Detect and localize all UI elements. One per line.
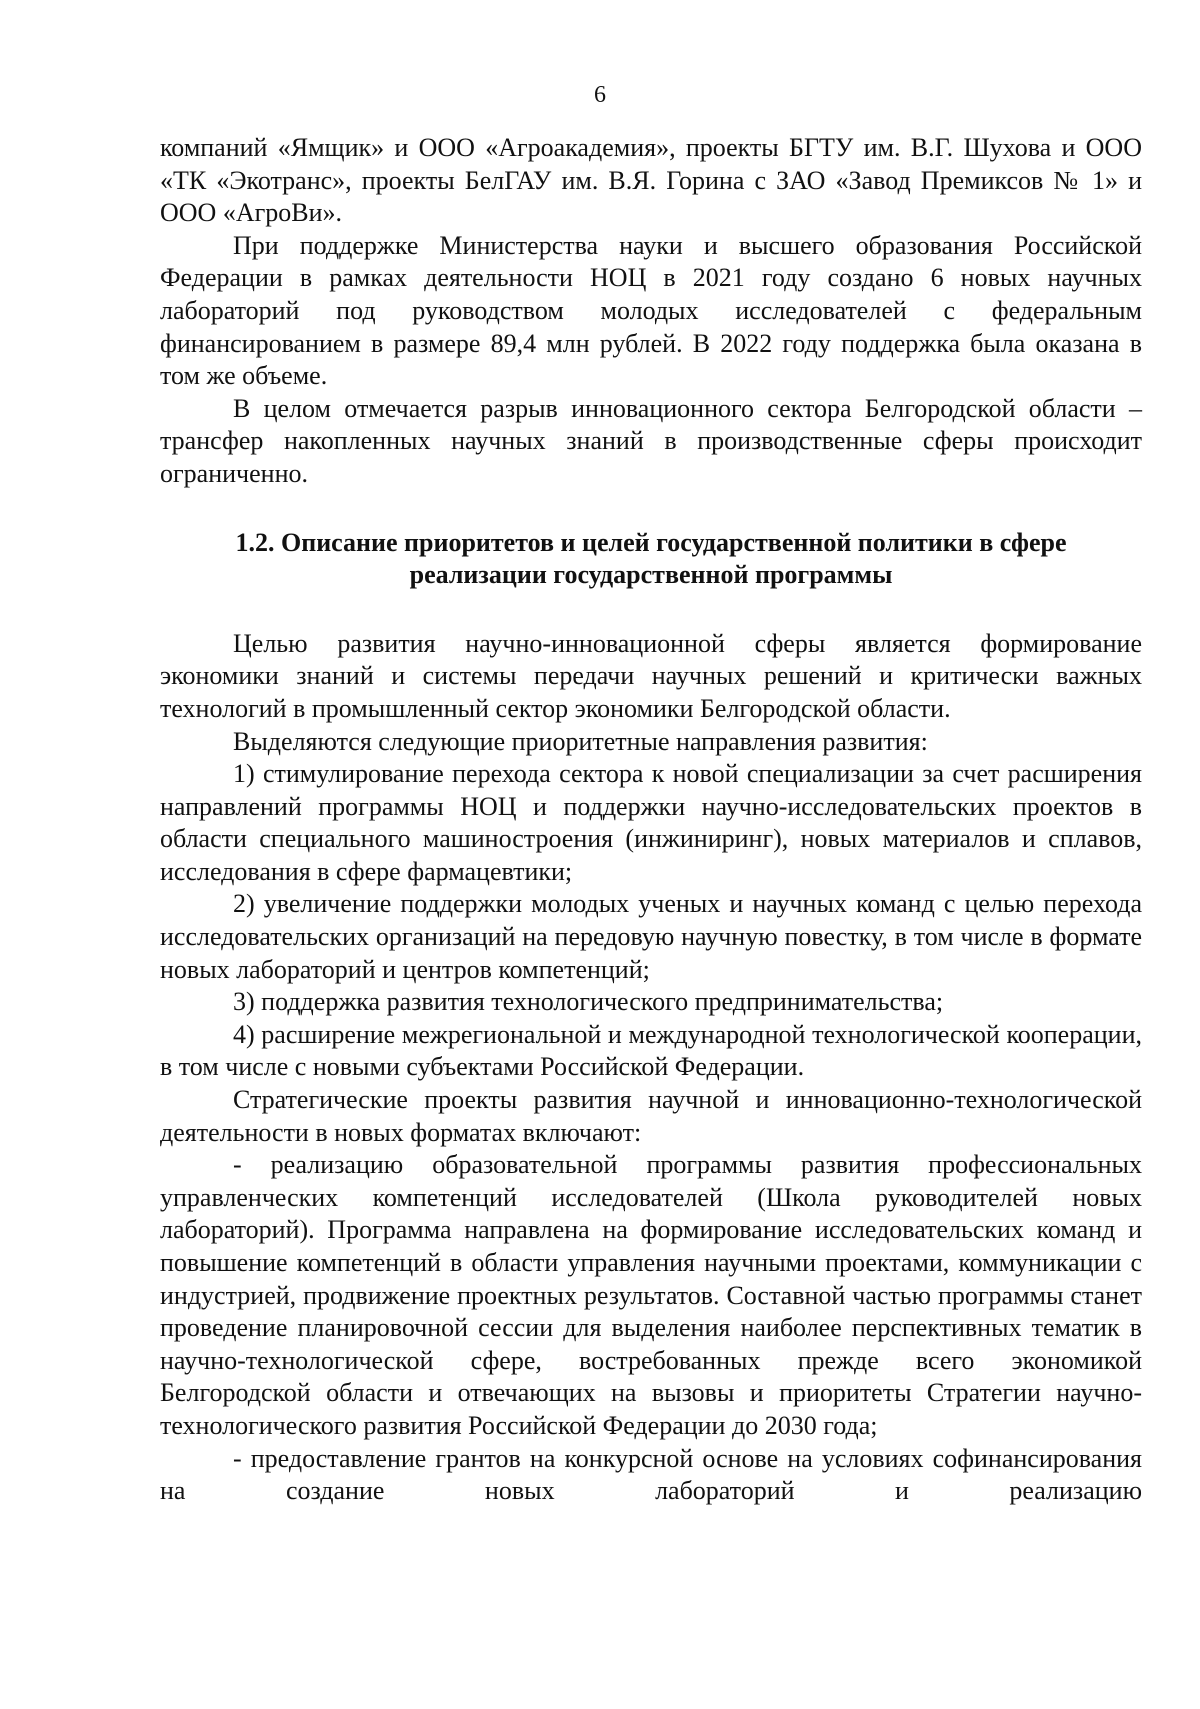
paragraph-ministry-support: При поддержке Министерства науки и высшего образования Российской Федерации в рамках деятельности НОЦ в 2021 году создано 6 новых научных лабораторий под руководством молодых исследователей с федеральным финансированием в размере 89,4 млн рублей. В 2022 году поддержка была оказана в том же объеме. [160, 230, 1142, 391]
list-item-education-program: - реализацию образовательной программы развития профессиональных управленческих компетенций исследователей (Школа руководителей новых лабораторий). Программа направлена на формирование исследовательских команд и повышение компетенций в области управления научными проектами, коммуникации с индустрией, продвижение проектных результатов. Составной частью программы станет проведение планировочной сессии для выделения наиболее перспективных тематик в научно-технологической сфере, востребованных прежде всего экономикой Белгородской области и отвечающих на вызовы и приоритеты Стратегии научно-технологического развития Российской Федерации до 2030 года; [160, 1150, 1142, 1440]
paragraph-priorities-intro: Выделяются следующие приоритетные направления развития: [233, 726, 928, 756]
paragraph-continuation: компаний «Ямщик» и ООО «Агроакадемия», проекты БГТУ им. В.Г. Шухова и ООО «ТК «Экотранс», проекты БелГАУ им. В.Я. Горина с ЗАО «Завод Премиксов № 1» и ООО «АгроВи». [160, 133, 1142, 228]
list-item-priority-2: 2) увеличение поддержки молодых ученых и научных команд с целью перехода исследовательских организаций на передовую научную повестку, в том числе в формате новых лабораторий и центров компетенций; [160, 889, 1142, 984]
paragraph-strategic-projects: Стратегические проекты развития научной и инновационно-технологической деятельности в новых форматах включают: [160, 1085, 1142, 1147]
page-number: 6 [594, 82, 606, 108]
section-heading-line-2: реализации государственной программы [409, 560, 893, 590]
section-heading-line-1: 1.2. Описание приоритетов и целей государственной политики в сфере [235, 527, 1067, 557]
section-heading [160, 527, 1142, 592]
list-item-priority-3: 3) поддержка развития технологического предпринимательства; [233, 987, 944, 1017]
document-body [160, 132, 1142, 1508]
paragraph-goal: Целью развития научно-инновационной сферы является формирование экономики знаний и системы передачи научных решений и критически важных технологий в промышленный сектор экономики Белгородской области. [160, 628, 1142, 723]
list-item-grants: - предоставление грантов на конкурсной основе на условиях софинансирования на создание новых лабораторий и реализацию [160, 1443, 1142, 1506]
list-item-priority-1: 1) стимулирование перехода сектора к новой специализации за счет расширения направлений программы НОЦ и поддержки научно-исследовательских проектов в области специального машиностроения (инжиниринг), новых материалов и сплавов, исследования в сфере фармацевтики; [160, 759, 1142, 886]
paragraph-innovation-gap: В целом отмечается разрыв инновационного сектора Белгородской области – трансфер накопленных научных знаний в производственные сферы происходит ограниченно. [160, 393, 1142, 488]
list-item-priority-4: 4) расширение межрегиональной и международной технологической кооперации, в том числе с новыми субъектами Российской Федерации. [160, 1019, 1142, 1082]
